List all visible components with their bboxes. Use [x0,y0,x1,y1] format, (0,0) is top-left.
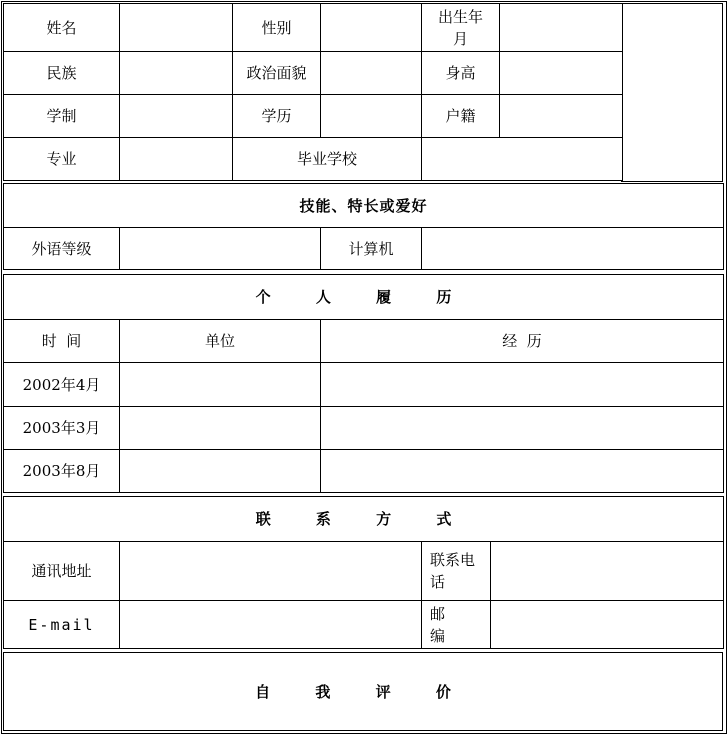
resume-table [3,274,724,493]
time-cell: 2002年4月 [4,363,120,407]
experience-cell[interactable] [321,450,724,493]
experience-header: 经 历 [321,320,724,363]
phone-value[interactable] [491,542,724,601]
education-value[interactable] [321,95,422,138]
computer-value[interactable] [422,228,724,270]
birth-label: 出生年月 [422,4,500,52]
experience-cell[interactable] [321,407,724,450]
major-value[interactable] [120,138,233,181]
table-row [4,450,724,493]
address-label: 通讯地址 [4,542,120,601]
birth-value[interactable] [500,4,623,52]
schooling-value[interactable] [120,95,233,138]
height-value[interactable] [500,52,623,95]
contact-table [3,496,724,649]
major-label: 专业 [4,138,120,181]
postcode-value[interactable] [491,601,724,649]
language-value[interactable] [120,228,321,270]
unit-cell[interactable] [120,407,321,450]
unit-cell[interactable] [120,450,321,493]
unit-cell[interactable] [120,363,321,407]
schooling-label: 学制 [4,95,120,138]
height-label: 身高 [422,52,500,95]
political-value[interactable] [321,52,422,95]
email-label: E-mail [4,601,120,649]
email-value[interactable] [120,601,422,649]
language-label: 外语等级 [4,228,120,270]
table-row [4,407,724,450]
phone-label: 联系电话 [422,542,491,601]
name-value[interactable] [120,4,233,52]
time-cell: 2003年8月 [4,450,120,493]
school-label: 毕业学校 [233,138,422,181]
address-value[interactable] [120,542,422,601]
experience-cell[interactable] [321,363,724,407]
political-label: 政治面貌 [233,52,321,95]
table-row [4,363,724,407]
basic-info-table [3,3,623,181]
education-label: 学历 [233,95,321,138]
unit-header: 单位 [120,320,321,363]
contact-title: 联 系 方 式 [4,497,724,542]
school-value[interactable] [422,138,623,181]
gender-label: 性别 [233,4,321,52]
skills-table [3,183,724,270]
resume-title: 个 人 履 历 [4,275,724,320]
self-eval-title: 自 我 评 价 [4,653,723,731]
time-header: 时 间 [4,320,120,363]
ethnicity-value[interactable] [120,52,233,95]
ethnicity-label: 民族 [4,52,120,95]
skills-title: 技能、特长或爱好 [4,184,724,228]
gender-value[interactable] [321,4,422,52]
photo-box[interactable] [621,3,723,182]
postcode-label: 邮编 [422,601,491,649]
time-cell: 2003年3月 [4,407,120,450]
name-label: 姓名 [4,4,120,52]
computer-label: 计算机 [321,228,422,270]
hukou-value[interactable] [500,95,623,138]
self-eval-table [3,652,723,731]
hukou-label: 户籍 [422,95,500,138]
